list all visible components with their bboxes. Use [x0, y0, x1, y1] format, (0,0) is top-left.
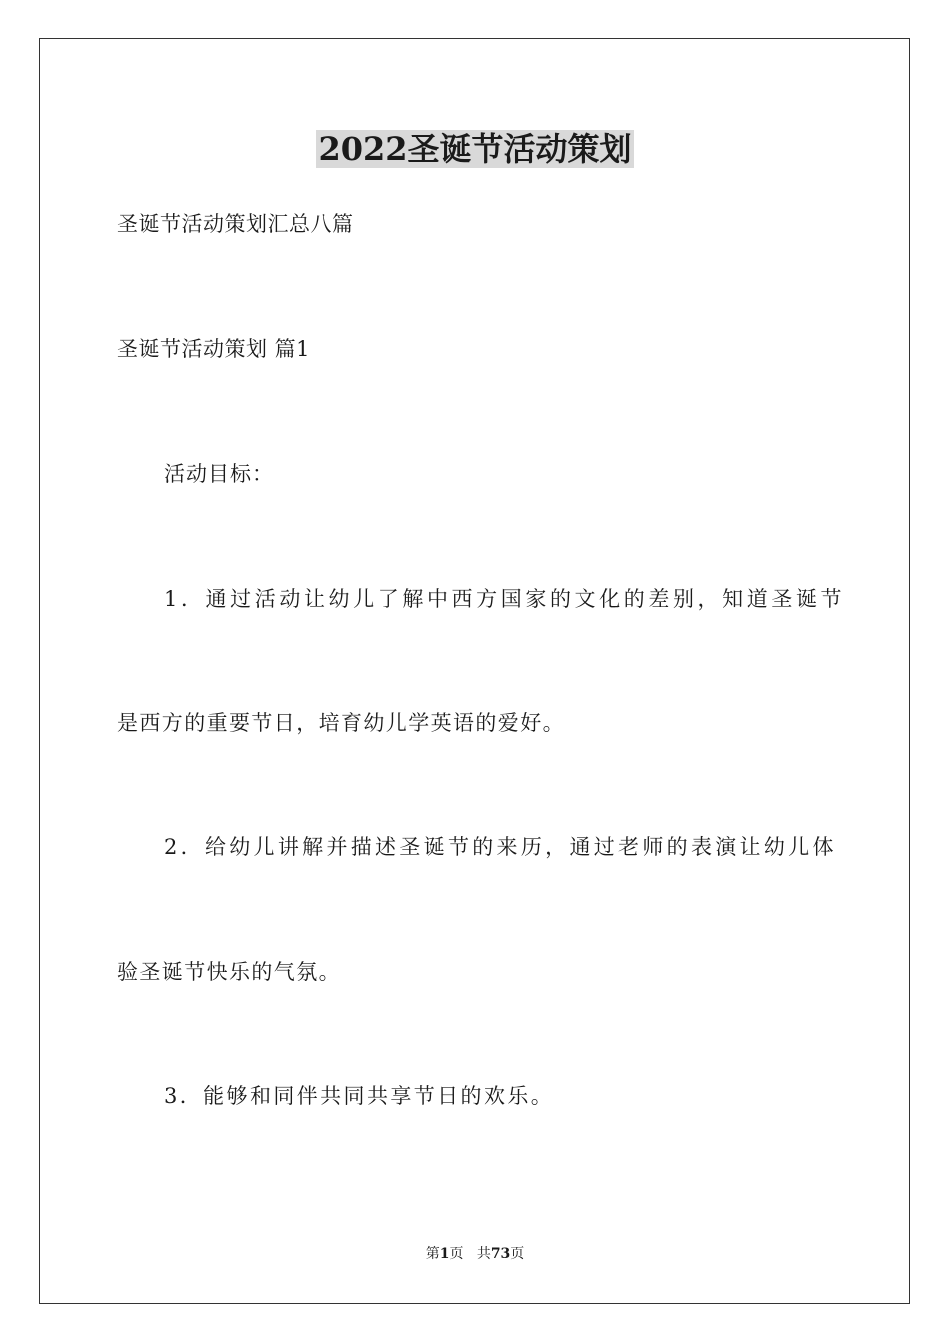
- paragraph-goal-2-line-2: 验圣诞节快乐的气氛。: [117, 960, 341, 984]
- footer-current-page: 1: [439, 1246, 450, 1262]
- footer-total-pages: 73: [490, 1246, 511, 1262]
- footer-prefix: 第: [425, 1246, 440, 1262]
- paragraph-goal-3: 3．能够和同伴共同共享节日的欢乐。: [164, 1084, 555, 1108]
- paragraph-goal-1-line-2: 是西方的重要节日，培育幼儿学英语的爱好。: [117, 711, 565, 735]
- paragraph-summary-heading: 圣诞节活动策划汇总八篇: [117, 212, 354, 236]
- paragraph-goals-label: 活动目标：: [164, 462, 274, 486]
- page-footer: [0, 1244, 950, 1264]
- paragraph-section-heading: 圣诞节活动策划 篇1: [117, 337, 311, 361]
- paragraph-goal-1-line-1: 1．通过活动让幼儿了解中西方国家的文化的差别，知道圣诞节: [164, 587, 846, 611]
- document-title: [0, 125, 950, 173]
- footer-page-suffix: 页: [449, 1246, 464, 1262]
- footer-total-prefix: 共: [476, 1246, 491, 1262]
- document-title-text: 2022圣诞节活动策划: [318, 130, 632, 168]
- paragraph-goal-2-line-1: 2．给幼儿讲解并描述圣诞节的来历，通过老师的表演让幼儿体: [164, 835, 837, 859]
- footer-total-suffix: 页: [510, 1246, 525, 1262]
